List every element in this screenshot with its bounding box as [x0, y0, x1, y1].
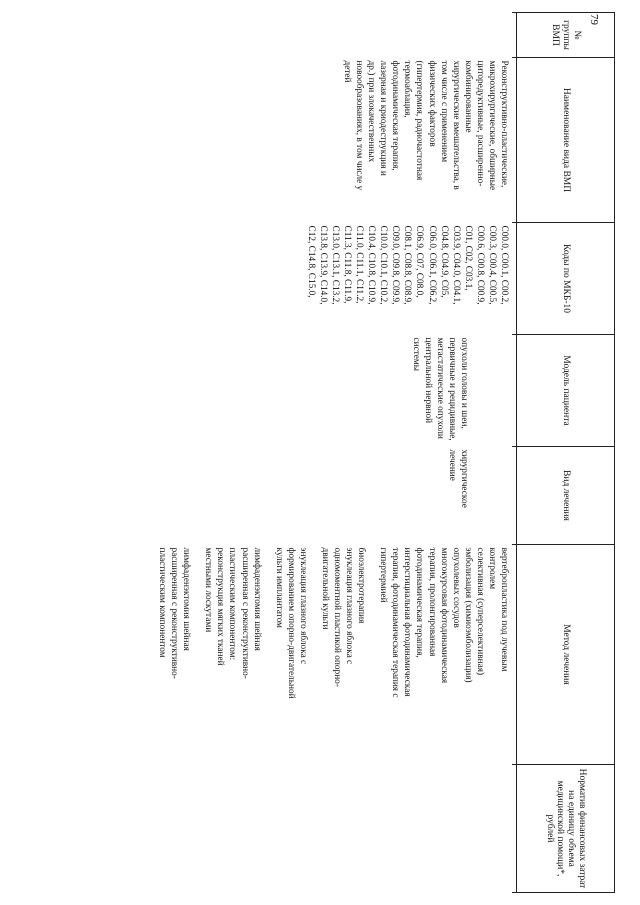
- cell-text-line: [480, 450, 490, 542]
- cell-text-line: эмболизация (химиоэмболизация): [462, 547, 473, 683]
- cell-text-line: C00.0, C00.1, C00.2,: [499, 225, 509, 305]
- cell-text-line: [367, 548, 377, 762]
- cell-text-line: центральной нервной: [422, 337, 433, 424]
- cell-text-line: C08.1, C08.8, C08.9,: [402, 225, 413, 305]
- cell-text-line: C10.0, C10.1, C10.2,: [378, 225, 389, 305]
- cell-text-line: местными лоскутами: [203, 547, 214, 633]
- cell-text-line: [500, 338, 510, 444]
- cell-text-line: [309, 548, 319, 762]
- cell-text-line: расширенная с реконструктивно-: [169, 547, 180, 679]
- header-mkb-codes: Коды по МКБ-10: [517, 223, 615, 335]
- header-patient-model: Модель пациента: [517, 335, 615, 447]
- cell-text-line: C04.8, C04.9, C05,: [438, 225, 449, 298]
- table-row: [154, 13, 512, 893]
- cell-text-line: циторедуктивные, расширенно-: [474, 60, 485, 187]
- cell-text-line: интерстициальная фотодинамическая: [402, 547, 413, 697]
- cell-text-line: терапия, пролонгированная: [426, 547, 437, 657]
- cell-text-line: C06.0, C06.1, C06.2,: [426, 225, 437, 305]
- cell-text-line: том числе с применением: [438, 60, 449, 163]
- cell-text-line: C00.3, C00.4, C00.5,: [486, 225, 497, 305]
- cell-group-number: [154, 13, 512, 58]
- cell-text-line: C00.6, C00.8, C00.9,: [474, 225, 485, 305]
- rotated-table-region: [80, 12, 615, 892]
- cell-text-line: метастатические опухоли: [434, 337, 445, 439]
- cell-text-line: C12, C14.8, C15.0,: [305, 225, 316, 298]
- cell-text-line: пластическим компонентом: [157, 547, 168, 658]
- cell-text-line: одномоментной пластикой опорно-: [331, 547, 342, 687]
- cell-text-line: C01, C02, C03.1,: [462, 225, 473, 291]
- cell-text-line: комбинированные: [462, 60, 473, 133]
- cell-text-line: фотодинамическая терапия,: [390, 60, 401, 171]
- cell-treatment-type: [154, 447, 512, 545]
- cell-text-line: [470, 450, 480, 542]
- cell-text-line: культи имплантатом: [273, 547, 284, 628]
- cell-text-line: C09.0, C09.8, C09.9,: [390, 225, 401, 305]
- cell-text-line: детей: [341, 60, 352, 83]
- cell-text-line: [500, 450, 510, 542]
- cell-text-line: др.) при злокачественных: [366, 60, 377, 163]
- cell-text-line: энуклеация глазного яблока с: [344, 547, 355, 665]
- cell-mkb-codes: [154, 223, 512, 335]
- header-group-number: № группы ВМП: [517, 13, 615, 58]
- cell-treatment-method: [154, 545, 512, 765]
- cell-text-line: [470, 338, 480, 444]
- cell-text-line: лимфаденэктомия шейная: [251, 547, 262, 651]
- cell-text-line: системы: [410, 337, 421, 372]
- cell-text-line: Реконструктивно-пластические,: [499, 60, 509, 188]
- cell-text-line: вертебропластика под лучевым: [499, 547, 509, 672]
- cell-text-line: C11.0, C11.1, C11.2,: [354, 225, 365, 304]
- cell-text-line: C13.0, C13.1, C13.2,: [329, 225, 340, 305]
- cell-text-line: C10.4, C10.8, C10.9,: [366, 225, 377, 305]
- cell-text-line: физических факторов: [426, 60, 437, 147]
- cell-text-line: микрохирургические, обширные: [486, 60, 497, 191]
- cell-text-line: селективная (суперселективная): [474, 547, 485, 676]
- cell-vmp-name: [154, 58, 512, 223]
- header-treatment-type: Вид лечения: [517, 447, 615, 545]
- cell-text-line: пластическим компонентом:: [227, 547, 238, 661]
- header-treatment-method: Метод лечения: [517, 545, 615, 765]
- cell-text-line: многокурсовая фотодинамическая: [438, 547, 449, 684]
- cell-text-line: C06.9, C07, C08.0,: [414, 225, 425, 298]
- header-cost-norm: Норматив финансовых затрат на единицу объема медицинской помощи*, рублей: [517, 765, 615, 893]
- cell-text-line: [480, 338, 490, 444]
- cell-text-line: фотодинамическая терапия,: [414, 547, 425, 658]
- cell-text-line: формированием опорно-двигательной: [285, 547, 296, 699]
- cell-text-line: [490, 450, 500, 542]
- header-vmp-name: Наименование вида ВМП: [517, 58, 615, 223]
- cell-text-line: лимфаденэктомия шейная: [181, 547, 192, 651]
- cell-text-line: [263, 548, 273, 762]
- cell-text-line: энуклеация глазного яблока с: [297, 547, 308, 665]
- vmp-table: [154, 12, 615, 893]
- cell-text-line: гипертермией: [378, 547, 389, 603]
- cell-text-line: опухолевых сосудов: [450, 547, 461, 628]
- cell-text-line: лечение: [446, 449, 457, 481]
- cell-text-line: термоаблация,: [402, 60, 413, 118]
- cell-text-line: хирургическое: [459, 449, 469, 508]
- cell-text-line: расширенная с реконструктивно-: [239, 547, 250, 679]
- cell-text-line: первичные и рецидивные,: [446, 337, 457, 441]
- cell-text-line: контролем: [486, 547, 497, 590]
- table-header-row: [517, 13, 615, 893]
- cell-text-line: новообразованиях, в том числе у: [354, 60, 365, 191]
- cell-text-line: опухоли головы и шеи,: [459, 337, 469, 429]
- cell-text-line: C11.3, C11.8, C11.9,: [341, 225, 352, 304]
- cell-patient-model: [154, 335, 512, 447]
- cell-text-line: двигательной культи: [319, 547, 330, 630]
- cell-text-line: (гипертермия, радиочастотная: [414, 60, 425, 181]
- cell-text-line: хирургические вмешательства, в: [450, 60, 461, 190]
- table-gap-row: [512, 13, 517, 893]
- cell-text-line: терапия, фотодинамическая терапия с: [390, 547, 401, 698]
- cell-text-line: C03.9, C04.0, C04.1,: [450, 225, 461, 305]
- cell-text-line: лазерная и криодеструкция и: [378, 60, 389, 176]
- cell-text-line: биоэлектротерапия: [356, 547, 367, 624]
- cell-text-line: C13.8, C13.9, C14.0,: [317, 225, 328, 305]
- cell-cost-norm: [154, 765, 512, 893]
- cell-text-line: [192, 548, 202, 762]
- page-number: 79: [588, 14, 600, 25]
- cell-text-line: [490, 338, 500, 444]
- cell-text-line: реконструкция мягких тканей: [215, 547, 226, 666]
